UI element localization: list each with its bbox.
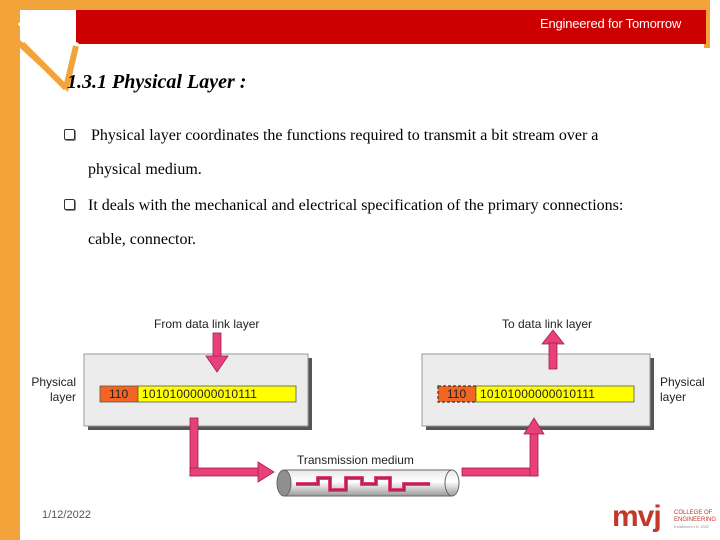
physical-layer-figure: [0, 300, 720, 510]
logo-line-3: Established in 1982: [674, 524, 709, 529]
bullet-1-line-2: physical medium.: [88, 161, 202, 178]
logo-line-1: COLLEGE OF: [674, 510, 713, 516]
transmission-medium-tube: [277, 470, 459, 496]
college-logo-text: [674, 510, 716, 529]
transmission-medium-label: Transmission medium: [297, 453, 414, 467]
bullet-icon: [64, 199, 75, 210]
slide-date: 1/12/2022: [42, 509, 91, 521]
to-data-link-layer-label: To data link layer: [502, 317, 593, 331]
slide-title: 1.3.1 Physical Layer :: [67, 71, 247, 93]
left-header-bits: 110: [109, 387, 129, 401]
right-data-bits: 10101000000010111: [480, 387, 596, 401]
bullet-2-line-1: It deals with the mechanical and electrical specification of the primary connections:: [88, 197, 624, 214]
left-data-bits: 10101000000010111: [142, 387, 258, 401]
right-physical-layer-label-line2: layer: [660, 390, 687, 404]
bullet-icon: [64, 129, 75, 140]
header-tagline: Engineered for Tomorrow: [540, 16, 682, 31]
bullet-1-line-1: Physical layer coordinates the functions required to transmit a bit stream over a: [91, 127, 599, 144]
right-physical-layer-label-line1: Physical: [660, 375, 705, 389]
right-physical-layer-label: [660, 375, 705, 405]
college-logo: mvj: [612, 500, 661, 533]
left-physical-layer-label-line1: Physical: [31, 375, 76, 389]
logo-line-2: ENGINEERING: [674, 517, 717, 523]
right-header-bits: 110: [447, 387, 467, 401]
left-physical-layer-label-line2: layer: [49, 390, 76, 404]
from-data-link-layer-label: From data link layer: [154, 317, 260, 331]
bullet-2-line-2: cable, connector.: [88, 231, 196, 248]
left-physical-layer-label: [24, 375, 76, 405]
